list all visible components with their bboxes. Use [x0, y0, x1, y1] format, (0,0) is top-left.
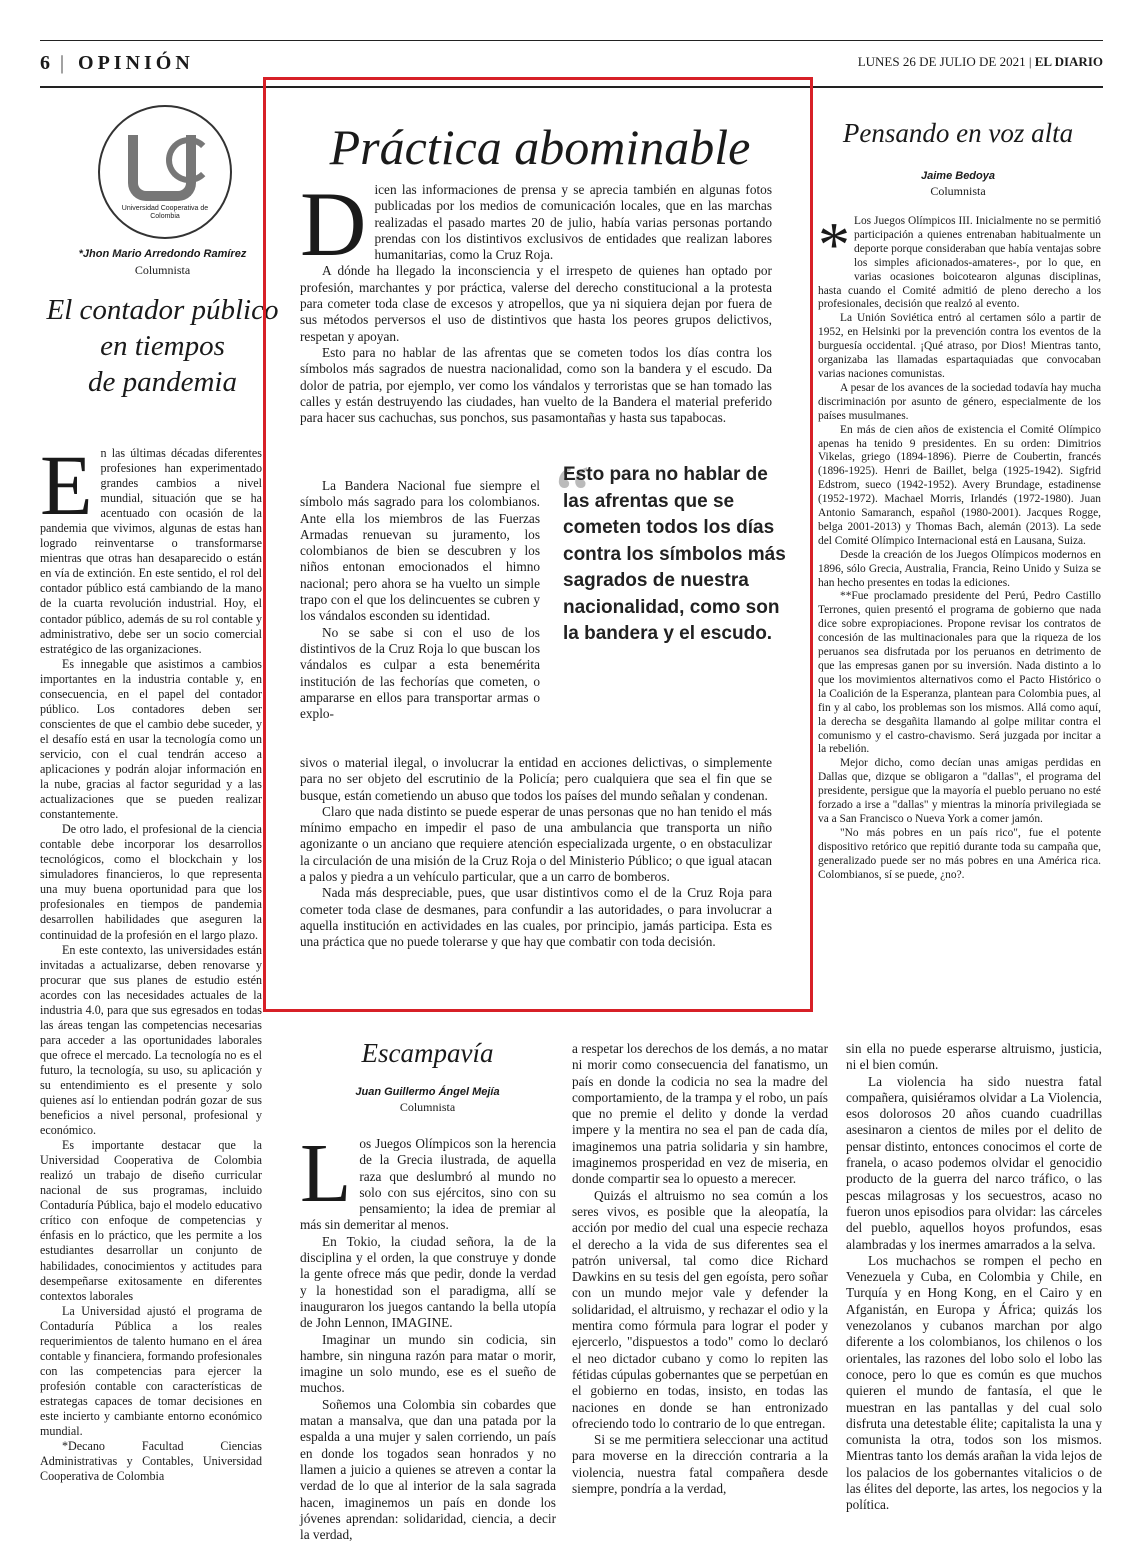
bottom-paragraph: Si se me permitiera seleccionar una actitud para moverse en la dirección contraria a la violencia, nuestra fatal compañera desde siempre, pondría a la verdad,: [572, 1432, 828, 1497]
left-paragraph: En las últimas décadas diferentes profesiones han experimentado grandes cambios a nivel mundial, situación que se ha acentuado con ocasión de la pandemia que vivimos, algunas de estas han logrado reinventarse o transformarse mientras que otras han desaparecido o están en vía de extinción. En este sentido, el rol del contador público está cambiando de la mano de la cuarta revolución industrial. Hoy, el contador público, además de su rol contable y administrativo, debe ser un socio comercial estratégico de las organizaciones.: [40, 437, 262, 656]
right-author-role: Columnista: [930, 184, 986, 198]
right-paragraph: "No más pobres en un país rico", fue el potente dispositivo retórico que repitió durante toda su campaña que, generalizado puede ser no más pobres en una América rica. Colombianos, sí se puede, ¿no?.: [818, 826, 1101, 881]
editorial-body-narrow: [300, 478, 540, 722]
bottom-article-title: Escampavía: [361, 1038, 494, 1068]
bottom-col-3: [846, 1041, 1102, 1514]
editorial-paragraph: Claro que nada distinto se puede esperar de unas personas que no han tenido el más mínimo empacho en impedir el paso de una ambulancia que transporta un niño agonizante o un anciano que requiere atención especializada urgente, o en obstaculizar la circulación de una misión de la Cruz Roja o del Ministerio Público; o que igual atacan a palos y piedra a un vehículo particular, que a un carro de bomberos.: [300, 803, 772, 885]
left-title-line: de pandemia: [88, 366, 237, 398]
right-paragraph: **Fue proclamado presidente del Perú, Pedro Castillo Terrones, quien presentó el programa de gobierno que nada dice sobre expropiaciones. Propone revisar los contratos de concesión de las multinacionales para que la riqueza de los peruanos sea disfrutada por los peruanos en detrimento de que las empresas ganen por su inversión. Nada distinto a lo que los movimientos alternativos como el Pacto Histórico o la Coalición de la Esperanza, plantean para Colombia pues, al fin y al cabo, los problemas son los mismos. Allá como aquí, la derecha se desgañita llamando al golpe militar contra el comunismo y el castro-chavismo. Será juzgada por incitar a la rebelión.: [818, 590, 1101, 756]
university-logo: [98, 105, 232, 239]
quote-mark-icon: “: [555, 451, 591, 539]
editorial-dropcap: D: [300, 173, 367, 275]
left-title-line: El contador público: [46, 294, 279, 326]
editorial-body-bottom: [300, 755, 772, 951]
editorial-pull-quote: Esto para no hablar de las afrentas que se cometen todos los días contra los símbolos más sagrados de nuestra nacionalidad, como son la bandera y el escudo.: [563, 464, 786, 644]
bottom-paragraph: a respetar los derechos de los demás, a no matar ni morir como consecuencia del fanatismo, un país en donde la codicia no sea la madre del comportamiento, de la trampa y el robo, un país que no premie el delito y donde la verdad impere y la mentira no sea el pan de cada día, imaginemos una patria solidaria y sin hambre, imaginemos prosperidad en vez de miseria, en donde compartir sea lo opuesto a merecer.: [572, 1041, 828, 1187]
right-paragraph: * Los Juegos Olímpicos III. Inicialmente no se permitió participación a quienes entrenaban habitualmente un deporte porque consideraban que había ventajas sobre los simples aficionados-amateres-, por lo que, en varias ocasiones boicotearon algunas disciplinas, hasta cuando el Comité admitió de pleno derecho a los profesionales, decisión que realzó al evento.: [818, 209, 1101, 311]
top-rule: [40, 40, 1103, 41]
bottom-paragraph: Quizás el altruismo no sea común a los seres vivos, es posible que la aleopatía, la acción por medio del cual una especie rechaza el derecho a la vida de sus diferentes sea el patrón universal, tal como dice Richard Dawkins en su tesis del gen egoísta, pero soñar con un mundo mejor vale y defender la solidaridad, el altruismo, y rechazar el odio y la mentira como fórmula para lograr el poder y ejercerlo, "dispuestos a todo" como lo declaró el neo dictador cubano y como lo repiten las fétidas cúpulas gobernantes que se perpetúan en el gobierno en todas, insisto, en todas las naciones en donde se han entronizado ofreciendo todo lo contrario de lo que entregan.: [572, 1187, 828, 1431]
left-dropcap: E: [40, 437, 93, 533]
left-author-role: Columnista: [134, 263, 191, 277]
bottom-paragraph: sin ella no puede esperarse altruismo, justicia, ni el bien común.: [846, 1041, 1102, 1073]
editorial-body-top: [300, 173, 772, 426]
bottom-col-2: [572, 1041, 828, 1497]
page-header-section: [40, 52, 194, 75]
right-paragraph: La Unión Soviética entró al certamen sólo a partir de 1952, en Helsinki por la prevención contra los eventos de la burguesía occidental. ¡Qué atraso, por Dios! Mientras tanto, organizaba las llamadas espartaquiadas que convocaban varias naciones comunistas.: [818, 312, 1101, 380]
bottom-paragraph: Los Juegos Olímpicos son la herencia de la Grecia ilustrada, de aquella raza que deslumbró al mundo no solo con sus ejércitos, sino con su pensamiento; la idea de premiar al más sin demeritar al menos.: [300, 1127, 556, 1233]
editorial-intro: Dicen las informaciones de prensa y se aprecia también en algunas fotos publicadas por los medios de comunicación locales, que en las marchas realizadas el pasado martes 20 de julio, había varias personas portando prendas con los distintivos exclusivos de entidades que realizan labores humanitarias, como la Cruz Roja.: [300, 173, 772, 275]
logo-c-shape: [166, 137, 212, 183]
right-article-body: [818, 209, 1101, 883]
left-title-line: en tiempos: [100, 330, 225, 362]
left-paragraph: Es innegable que asistimos a cambios importantes en la industria contable y, en consecuencia, en el papel del contador público. Los contadores deben ser conscientes de que el cambio debe suceder, y el desafío está en usar la tecnología como un servicio, con el cual tendrán acceso a aplicaciones y podrán alojar información en la nube, gracias al factor seguridad y a las actualizaciones que se pueden realizar constantemente.: [40, 656, 262, 822]
header-separator: |: [60, 52, 69, 74]
logo-text: Universidad Cooperativa de Colombia: [121, 205, 209, 220]
editorial-paragraph: Esto para no hablar de las afrentas que se cometen todos los días contra los símbolos más sagrados de nuestra nacionalidad, como son la bandera y el escudo. Da dolor de patria, por ejemplo, ver como los vándalos y terroristas que se han tomado las calles y están destruyendo las ciudades, han vuelto de la Bandera el material preferido para hacer sus cachuchas, sus ponchos, sus pasamontañas y hasta sus tapabocas.: [300, 344, 772, 426]
bottom-paragraph: Los muchachos se rompen el pecho en Venezuela y Cuba, en Colombia y Chile, en Turquía y en Hong Kong, en el Cairo y en Afganistán, en Europa y África; quizás los venezolanos y cubanos marchan por algo diferente a los colombianos, los chilenos o los orientales, las razones del lobo solo el lobo las conoce, pero lo que es común es que muchos quieren el mundo de fantasía, el que le muestran en las pantallas y del cual solo disfruta una detestable élite; capitalista la una y comunista la otra, todos son los mismos. Mientras tanto los demás arañan la vida lejos de los palacios de los gobernantes vitalicios o de las élites del deporte, las artes, los negocios y la política.: [846, 1252, 1102, 1513]
section-name: OPINIÓN: [78, 52, 194, 74]
page-number: 6: [40, 52, 50, 74]
editorial-paragraph: Nada más despreciable, pues, que usar distintivos como el de la Cruz Roja para cometer toda clase de desmanes, para confundir a las autoridades, o para involucrar a aquella institución en actividades en las cuales, por principio, jamás participa. Esta es una práctica que no puede tolerarse y que hay que combatir con toda decisión.: [300, 885, 772, 950]
left-author: *Jhon Mario Arredondo Ramírez: [78, 248, 247, 260]
left-footnote: *Decano Facultad Ciencias Administrativas y Contables, Universidad Cooperativa de Colombia: [40, 1439, 262, 1484]
bottom-author-role: Columnista: [399, 1100, 456, 1114]
editorial-paragraph: No se sabe si con el uso de los distintivos de la Cruz Roja lo que buscan los vándalos es culpar a esta benemérita institución de las fechorías que cometen, o ampararse en ellos para transportar armas o explo-: [300, 624, 540, 722]
left-paragraph: En este contexto, las universidades están invitadas a actualizarse, deben renovarse y procurar que sus planes de estudio estén acordes con las necesidades actuales de la industria 4.0, para que sus egresados en todas las áreas tengan las competencias necesarias para acceder a las oportunidades laborales que ofrece el mercado. La tecnología no es el futuro, la tecnología, su uso, su aplicación y su entendimiento es el presente y solo quienes así lo entiendan podrán gozar de sus beneficios a nivel personal, profesional y económico.: [40, 942, 262, 1138]
bottom-paragraph: La violencia ha sido nuestra fatal compañera, quisiéramos olvidar a La Violencia, esos dolorosos 20 años cuando cuadrillas asesinaron a cientos de miles por el delito de pensar distinto, entonces conocimos el corte de franela, o acaso podemos olvidar el genocidio producto de la guerra del narco tráfico, o las pescas milagrosas y los secuestros, acaso no fueron unos episodios para olvidar: las cárceles del pueblo, aquellos hoyos profundos, esas alambradas y los inermes amarrados a la selva.: [846, 1073, 1102, 1252]
editorial-paragraph: sivos o material ilegal, o involucrar la entidad en acciones delictivas, o simplemente para no ser objeto del escrutinio de la Policía; pero cualquiera que sea el fin que se busque, están cometiendo un abuso que todos los países del mundo señalan y condenan.: [300, 755, 772, 803]
left-paragraph: De otro lado, el profesional de la ciencia contable debe incorporar los desarrollos tecnológicos, como el blockchain y los simuladores financieros, lo que representa una muy buena oportunidad para que los profesionales en tiempos de pandemia desarrollen habilidades que aseguren la continuidad de la profesión en el largo plazo.: [40, 822, 262, 942]
bottom-paragraph: En Tokio, la ciudad señora, la de la disciplina y el orden, la que construye y donde la gente ofrece más que pedir, donde la verdad y la honestidad son el paradigma, allí se inauguraron los juegos cantando la bella utopía de John Lennon, IMAGINE.: [300, 1233, 556, 1331]
right-paragraph: Mejor dicho, como decían unas amigas perdidas en Dallas que, dizque se obligaron a "dallas", el programa del presidente, persigue que la mayoría el pueblo peruano no esté forzado a irse a "dallas" y mientras la minoría privilegiada se va a San Francisco o Nueva York a comer jamón.: [818, 757, 1101, 825]
asterisk-icon: *: [818, 209, 850, 280]
right-paragraph: A pesar de los avances de la sociedad todavía hay mucha discriminación por asunto de género, especialmente de los países musulmanes.: [818, 381, 1101, 422]
left-article-body: [40, 437, 262, 1484]
bottom-dropcap: L: [300, 1127, 352, 1220]
right-article-title: Pensando en voz alta: [842, 118, 1074, 148]
editorial-title: Práctica abominable: [329, 119, 751, 175]
newspaper-name: EL DIARIO: [1034, 54, 1103, 69]
editorial-paragraph: La Bandera Nacional fue siempre el símbolo más sagrado para los colombianos. Ante ella los miembros de las Fuerzas Armadas renuevan su juramento, los colombianos de bien se descubren y los niños entonan emocionados el himno nacional; pero ahora se ha vuelto un simple trapo con el que los delincuentes se cubren y los vándalos esconden su identidad.: [300, 478, 540, 624]
bottom-author: Juan Guillermo Ángel Mejía: [355, 1086, 500, 1098]
right-paragraph: En más de cien años de existencia el Comité Olímpico apenas ha tenido 9 presidentes. En su orden: Dimitrios Vikelas, griego (1894-1896). Pierre de Coubertin, francés (1896-1925). Henri de Baillet, belga (1925-1942). Sigfrid Edstrom, sueco (1942-1952). Avery Brundage, estadinense (1952-1972). Machael Morris, Irlandés (1972-1980). Juan Antonio Samaranch, español (1980-2001). Jacques Rogge, belga 2001-2013) y Thomas Bach, alemán (2013). La sede del Comité Olímpico Internacional está en Lausana, Suiza.: [818, 423, 1101, 547]
bottom-paragraph: Imaginar un mundo sin codicia, sin hambre, sin ninguna razón para matar o morir, imagine un solo mundo, ese es el sueño de muchos.: [300, 1331, 556, 1396]
right-paragraph: Desde la creación de los Juegos Olímpicos modernos en 1896, sólo Grecia, Australia, Francia, Reino Unido y Suiza se han hecho presentes en todas la ediciones.: [818, 548, 1101, 589]
left-article-title: [40, 292, 285, 400]
issue-date: LUNES 26 DE JULIO DE 2021: [857, 54, 1026, 69]
page-header-date: LUNES 26 DE JULIO DE 2021 | EL DIARIO: [857, 54, 1103, 69]
left-paragraph: Es importante destacar que la Universidad Cooperativa de Colombia realizó un trabajo de diseño curricular nacional de sus programas, incluido Contaduría Pública, bajo el modelo educativo crítico con enfoque de competencias y énfasis en lo práctico, que les permite a los estudiantes desarrollar un conjunto de habilidades, conocimientos y actitudes para desempeñarse exitosamente en diferentes contextos laborales: [40, 1138, 262, 1303]
editorial-paragraph: A dónde ha llegado la inconsciencia y el irrespeto de quienes han optado por profesión, marchantes y por práctica, valerse del derecho constitucional a la protesta para cometer toda clase de excesos y atropellos, que ya ni siquiera dejan por fuera de sus métodos perversos el uso de distintivos que hasta los peores grupos delictivos, respetan y apoyan.: [300, 263, 772, 344]
left-paragraph: La Universidad ajustó el programa de Contaduría Pública a los reales requerimientos de talento humano en el área contable y financiera, formando profesionales con las competencias para ejercer la profesión contable con características de estrategas capaces de tomar decisiones en este incierto y cambiante entorno económico mundial.: [40, 1303, 262, 1439]
bottom-paragraph: Soñemos una Colombia sin cobardes que matan a mansalva, que dan una patada por la espalda a una mujer y salen corriendo, un país en donde los togados sean honrados y no llamen a juicio a quienes se atreven a contar la verdad de lo que al interior de la sala sagrada hacen, imaginemos un país en donde los jóvenes aprendan: solidaridad, ciencia, a decir la verdad,: [300, 1396, 556, 1543]
bottom-col-1: [300, 1127, 556, 1543]
right-author: Jaime Bedoya: [921, 170, 995, 182]
